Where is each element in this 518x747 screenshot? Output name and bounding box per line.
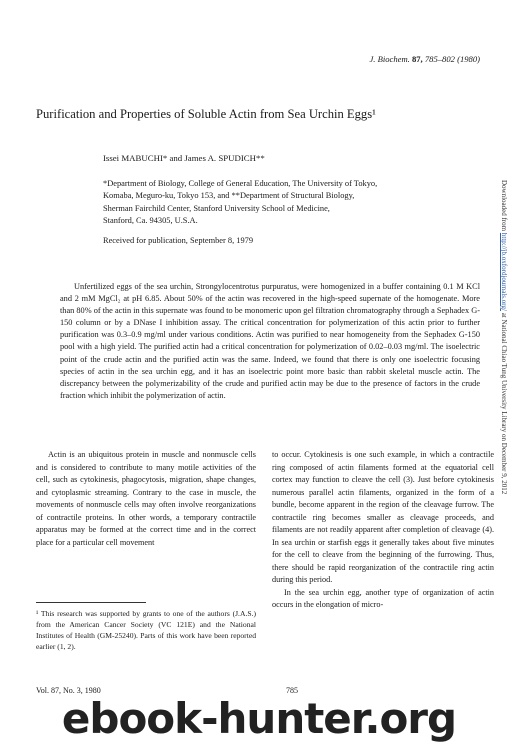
journal-volume: 87,	[411, 54, 423, 64]
body-column-right	[272, 449, 494, 612]
authors: Issei MABUCHI* and James A. SPUDICH**	[103, 153, 265, 163]
paper-title: Purification and Properties of Soluble Actin from Sea Urchin Eggs¹	[36, 107, 376, 121]
footnote: ¹ This research was supported by grants to one of the authors (J.A.S.) from the American Cancer Society (VC 121E) and the National Institutes of Health (GM-25240). Parts of this work have been reported earlier (1, 2).	[36, 609, 256, 651]
page-number: 785	[286, 686, 298, 695]
journal-citation	[369, 54, 480, 64]
footnote-divider	[36, 602, 146, 603]
affiliation-line: Sherman Fairchild Center, Stanford University School of Medicine,	[103, 203, 330, 213]
download-prefix: Downloaded from	[500, 180, 508, 232]
body-paragraph: to occur. Cytokinesis is one such example, in which a contractile ring composed of actin filaments formed at the equatorial cell cortex may function to cleave the cell (3). Just before cytokinesis numerous parallel actin filaments, organized in the form of a bundle, become apparent in the region of the cleavage furrow. The contractile ring becomes smaller as cleavage proceeds, and filaments are not readily apparent after completion of cleavage (4). In sea urchin or starfish eggs it generally takes about five minutes for the cell to cleave from the beginning of the furrowing. Thus, there should be rapid reorganization of the contractile ring actin during this period.	[272, 450, 494, 584]
affiliation-line: *Department of Biology, College of General Education, The University of Tokyo,	[103, 179, 378, 188]
watermark: ebook-hunter.org	[61, 694, 457, 743]
body-paragraph: In the sea urchin egg, another type of organization of actin occurs in the elongation of micro-	[272, 587, 494, 609]
affiliation-line: Stanford, Ca. 94305, U.S.A.	[103, 215, 198, 225]
abstract: Unfertilized eggs of the sea urchin, Strongylocentrotus purpuratus, were homogenized in a buffer containing 0.1 M KCl and 2 mM MgCl₂ at pH 6.85. About 50% of the actin was recovered in the high-speed supernate of the homogenate. More than 80% of the actin in this supernate was found to be monomeric upon gel filtration chromatography through a Sephadex G-150 column or by a DNase I inhibition assay. The critical concentration for polymerization of this actin prior to further purification was 0.3–0.9 mg/ml under various conditions. Actin was purified to near homogeneity from the Sephadex G-150 pool with a high yield. The purified actin had a critical concentration for polymerization of 0.02–0.03 mg/ml. The isoelectric point of the crude actin and the purified actin was the same. Indeed, we found that there is only one isoelectric focusing species of actin in the sea urchin egg, and it has an isoelectric point more basic than rabbit skeletal muscle actin. The discrepancy between the polymerizability of the crude and purified actin may be due to the presence of factors in the crude fraction which inhibit the polymerization of actin.	[60, 282, 480, 400]
received-date: Received for publication, September 8, 1979	[103, 236, 254, 245]
body-column-left: Actin is an ubiquitous protein in muscle and nonmuscle cells and is considered to contribute to many motile activities of the cell, such as cytokinesis, phagocytosis, migration, shape changes, and cytoplasmic streaming. Contrary to the case in muscle, the movements of nonmuscle cells may often involve reorganizations of contractile proteins. In other words, a temporary contractile apparatus may be formed at the correct time and in the correct place for a particular cell movement	[36, 450, 256, 547]
journal-pages: 785–802 (1980)	[424, 54, 480, 64]
download-suffix: at National Chiao Tung University Library on December 9, 2012	[500, 312, 508, 495]
download-notice	[500, 180, 508, 700]
footer-issue: Vol. 87, No. 3, 1980	[36, 686, 101, 695]
journal-name: J. Biochem.	[369, 54, 410, 64]
download-link[interactable]: http://jb.oxfordjournals.org/	[500, 232, 508, 311]
affiliations	[103, 178, 443, 227]
affiliation-line: Komaba, Meguro-ku, Tokyo 153, and **Department of Structural Biology,	[103, 191, 355, 201]
